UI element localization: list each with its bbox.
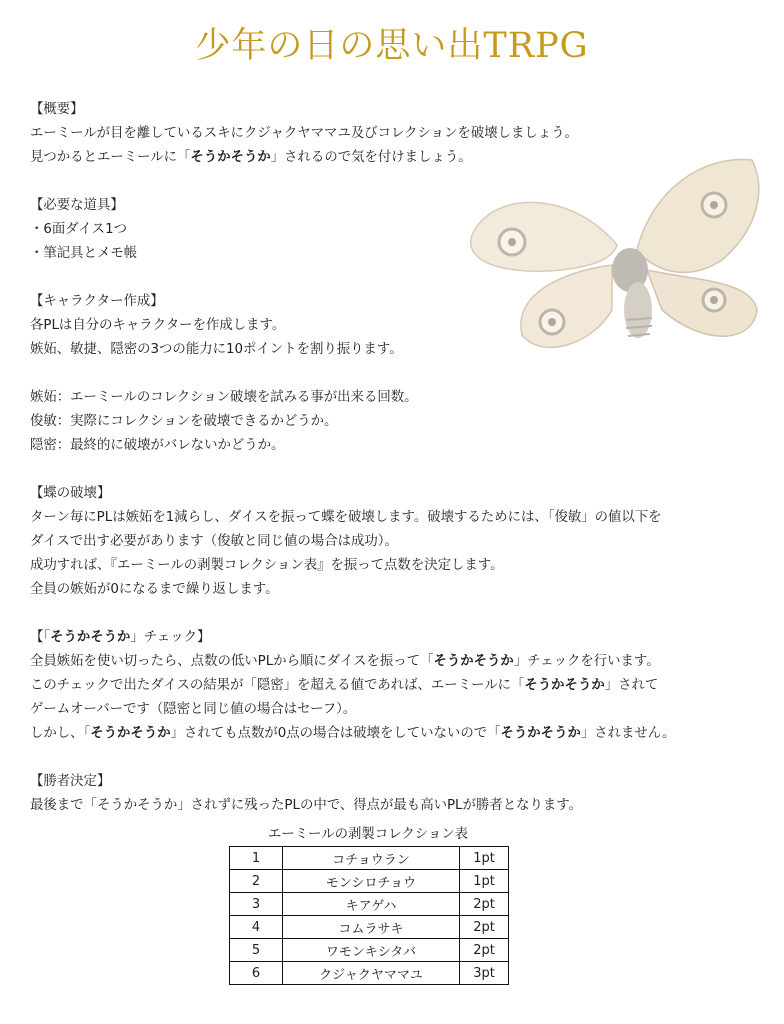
table-row	[230, 870, 509, 893]
destruction-line: 成功すれば、『エーミールの剥製コレクション表』を振って点数を決定します。	[30, 558, 504, 573]
page-title: 少年の日の思い出TRPG	[195, 26, 589, 66]
table-cell-points: 1pt	[460, 870, 509, 893]
table-row	[230, 962, 509, 985]
table-cell-name: ワモンキシタバ	[283, 939, 460, 962]
check-line-3: ゲームオーバーです（隠密と同じ値の場合はセーフ）。	[30, 702, 357, 717]
character-heading: 【キャラクター作成】	[30, 294, 164, 309]
check-line-2	[30, 674, 760, 698]
text-span: 【「	[30, 630, 51, 645]
emphasis-text: そうかそうか	[50, 630, 131, 645]
text-span: 」されて	[604, 678, 659, 693]
ability-agility: 俊敏：実際にコレクションを破壊できるかどうか。	[30, 414, 338, 429]
text-span: 」チェックを行います。	[513, 654, 660, 669]
table-cell-name: コムラサキ	[283, 916, 460, 939]
table-cell-number: 4	[230, 916, 283, 939]
emphasis-text: そうかそうか	[90, 726, 171, 741]
table-cell-number: 2	[230, 870, 283, 893]
text-span: しかし、「	[30, 726, 91, 741]
table-cell-number: 6	[230, 962, 283, 985]
text-span: 」チェック】	[130, 630, 211, 645]
destruction-line: 全員の嫉妬が0になるまで繰り返します。	[30, 582, 279, 597]
emphasis-text: そうかそうか	[190, 150, 271, 165]
table-caption: エーミールの剥製コレクション表	[267, 827, 469, 842]
destruction-line: ダイスで出す必要があります（俊敏と同じ値の場合は成功）。	[30, 534, 398, 549]
check-line-1	[30, 650, 760, 674]
character-line-1: 各PLは自分のキャラクターを作成します。	[30, 318, 286, 333]
table-cell-name: モンシロチョウ	[283, 870, 460, 893]
table-cell-points: 2pt	[460, 893, 509, 916]
winner-heading: 【勝者決定】	[30, 774, 111, 789]
table-row	[230, 893, 509, 916]
table-row	[230, 939, 509, 962]
table-cell-points: 2pt	[460, 939, 509, 962]
destruction-line: ターン毎にPLは嫉妬を1減らし、ダイスを振って蝶を破壊します。破壊するためには、「俊敏」の値以下を	[30, 510, 662, 525]
table-cell-points: 1pt	[460, 847, 509, 870]
overview-heading: 【概要】	[30, 102, 84, 117]
emphasis-text: そうかそうか	[500, 726, 581, 741]
table-cell-number: 5	[230, 939, 283, 962]
text-span: 」されても点数が0点の場合は破壊をしていないので「	[170, 726, 501, 741]
check-heading	[30, 626, 760, 650]
table-cell-name: コチョウラン	[283, 847, 460, 870]
text-span: 見つかるとエーミールに「	[30, 150, 191, 165]
rules-content	[30, 98, 760, 818]
table-cell-number: 1	[230, 847, 283, 870]
emphasis-text: そうかそうか	[524, 678, 605, 693]
winner-line-1: 最後まで「そうかそうか」されずに残ったPLの中で、得点が最も高いPLが勝者となります。	[30, 798, 582, 813]
tools-item: ・筆記具とメモ帳	[30, 246, 138, 261]
ability-jealousy: 嫉妬：エーミールのコレクション破壊を試みる事が出来る回数。	[30, 390, 418, 405]
table-cell-name: クジャクヤママユ	[283, 962, 460, 985]
table-cell-name: キアゲハ	[283, 893, 460, 916]
destruction-heading: 【蝶の破壊】	[30, 486, 111, 501]
table-row	[230, 916, 509, 939]
table-cell-points: 3pt	[460, 962, 509, 985]
tools-heading: 【必要な道具】	[30, 198, 124, 213]
overview-line-1: エーミールが目を離しているスキにクジャクヤママユ及びコレクションを破壊しましょう。	[30, 126, 578, 141]
collection-table	[229, 846, 509, 985]
ability-stealth: 隠密：最終的に破壊がバレないかどうか。	[30, 438, 285, 453]
overview-line-2	[30, 146, 760, 170]
table-cell-number: 3	[230, 893, 283, 916]
emphasis-text: そうかそうか	[433, 654, 514, 669]
tools-item: ・6面ダイス1つ	[30, 222, 127, 237]
text-span: 」されるので気を付けましょう。	[270, 150, 472, 165]
text-span: このチェックで出たダイスの結果が「隠密」を超える値であれば、エーミールに「	[30, 678, 525, 693]
table-row	[230, 847, 509, 870]
character-line-2: 嫉妬、敏捷、隠密の3つの能力に10ポイントを割り振ります。	[30, 342, 403, 357]
table-cell-points: 2pt	[460, 916, 509, 939]
text-span: 」されません。	[580, 726, 676, 741]
check-line-4	[30, 722, 760, 746]
text-span: 全員嫉妬を使い切ったら、点数の低いPLから順にダイスを振って「	[30, 654, 434, 669]
